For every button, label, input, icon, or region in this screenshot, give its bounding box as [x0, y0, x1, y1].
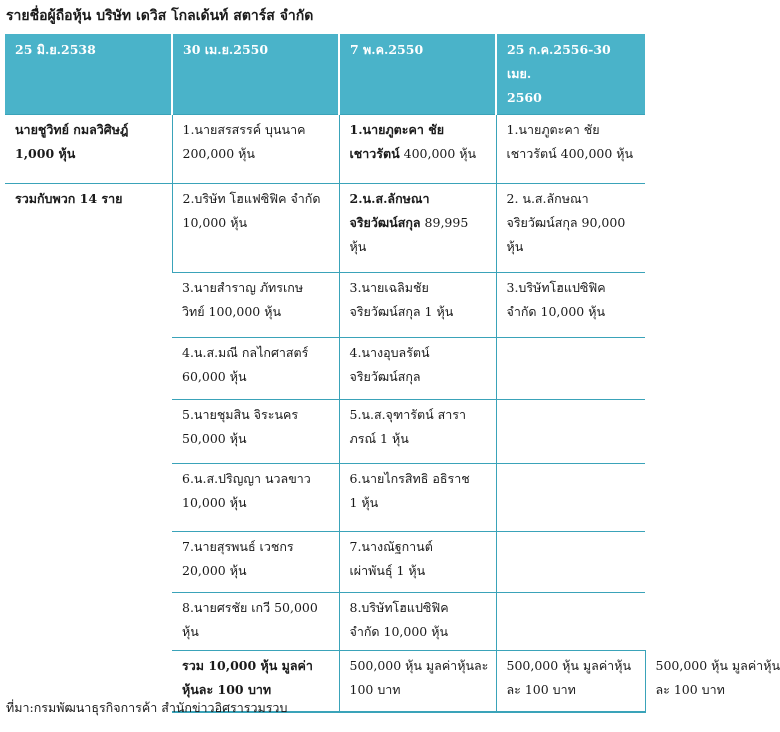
cell-empty: [496, 400, 645, 464]
cell-group-note: รวมกับพวก 14 ราย: [5, 184, 172, 712]
header-date-1: 25 มิ.ย.2538: [5, 34, 172, 115]
header-date-4-line2: 2560: [507, 90, 542, 105]
cell-holder: 2.บริษัท โฮแฟซิฟิค จำกัด 10,000 หุ้น: [172, 184, 339, 273]
cell-holder: 3.นายเฉลิมชัย จริยวัฒน์สกุล 1 หุ้น: [339, 273, 496, 338]
cell-empty: [496, 593, 645, 651]
cell-holder: 5.น.ส.จุฑารัตน์ สารา ภรณ์ 1 หุ้น: [339, 400, 496, 464]
table-title: รายชื่อผู้ถือหุ้น บริษัท เดวิส โกลเด้นท์ สตาร์ส จำกัด: [6, 8, 314, 24]
shareholder-table: [5, 34, 780, 713]
source-note: ที่มา:กรมพัฒนาธุรกิจการค้า สำนักข่าวอิศรารวมรวบ: [6, 700, 288, 715]
cell-holder: 1.นายภูตะคา ชัย เชาวรัตน์ 400,000 หุ้น: [339, 115, 496, 184]
cell-holder: 1.นายสรสรรค์ บุนนาค 200,000 หุ้น: [172, 115, 339, 184]
table-row-total: รวม 10,000 หุ้น มูลค่า หุ้นละ 100 บาท 500,000 หุ้น มูลค่าหุ้นละ 100 บาท 500,000 หุ้น มูลค่าหุ้น ละ 100 บาท 500,000 หุ้น มูลค่าหุ้น ละ 100 บาท: [5, 651, 645, 712]
cell-empty: [496, 338, 645, 400]
header-date-4: [496, 34, 645, 115]
cell-holder: 4.นางอุบลรัตน์ จริยวัฒน์สกุล: [339, 338, 496, 400]
cell-total-founder: รวม 10,000 หุ้น มูลค่า หุ้นละ 100 บาท: [172, 651, 339, 712]
cell-holder: 8.นายศรชัย เกวี 50,000 หุ้น: [172, 593, 339, 651]
cell-holder: 7.นางณัฐกานต์ เผ่าพันธุ์ 1 หุ้น: [339, 532, 496, 593]
cell-holder: 5.นายชุมสิน จิระนคร 50,000 หุ้น: [172, 400, 339, 464]
cell-holder: 4.น.ส.มณี กลไกศาสตร์ 60,000 หุ้น: [172, 338, 339, 400]
cell-holder: 3.บริษัทโฮแปซิฟิค จำกัด 10,000 หุ้น: [496, 273, 645, 338]
table-header: [5, 34, 645, 115]
header-date-3: 7 พ.ค.2550: [339, 34, 496, 115]
table-row: [5, 184, 645, 273]
cell-holder: 2. น.ส.ลักษณา จริยวัฒน์สกุล 90,000 หุ้น: [496, 184, 645, 273]
cell-holder: 8.บริษัทโฮแปซิฟิค จำกัด 10,000 หุ้น: [339, 593, 496, 651]
cell-holder: 1.นายภูตะคา ชัย เชาวรัตน์ 400,000 หุ้น: [496, 115, 645, 184]
header-date-4-line1: 25 ก.ค.2556-30 เมย.: [507, 42, 611, 81]
cell-holder: 7.นายสุรพนธ์ เวชกร 20,000 หุ้น: [172, 532, 339, 593]
cell-holder: 3.นายสำราญ ภัทรเกษ วิทย์ 100,000 หุ้น: [172, 273, 339, 338]
cell-holder: 6.นายไกรสิทธิ อธิราช 1 หุ้น: [339, 464, 496, 532]
cell-holder: 6.น.ส.ปริญญา นวลขาว 10,000 หุ้น: [172, 464, 339, 532]
table-row: [5, 115, 645, 184]
cell-total: 500,000 หุ้น มูลค่าหุ้น ละ 100 บาท: [496, 651, 645, 712]
cell-holder: 2.น.ส.ลักษณา จริยวัฒน์สกุล 89,995 หุ้น: [339, 184, 496, 273]
cell-total: 500,000 หุ้น มูลค่าหุ้นละ 100 บาท: [339, 651, 496, 712]
cell-empty: [496, 532, 645, 593]
cell-empty: [496, 464, 645, 532]
cell-founder: นายชูวิทย์ กมลวิศิษฎ์ 1,000 หุ้น: [5, 115, 172, 184]
header-date-2: 30 เม.ย.2550: [172, 34, 339, 115]
